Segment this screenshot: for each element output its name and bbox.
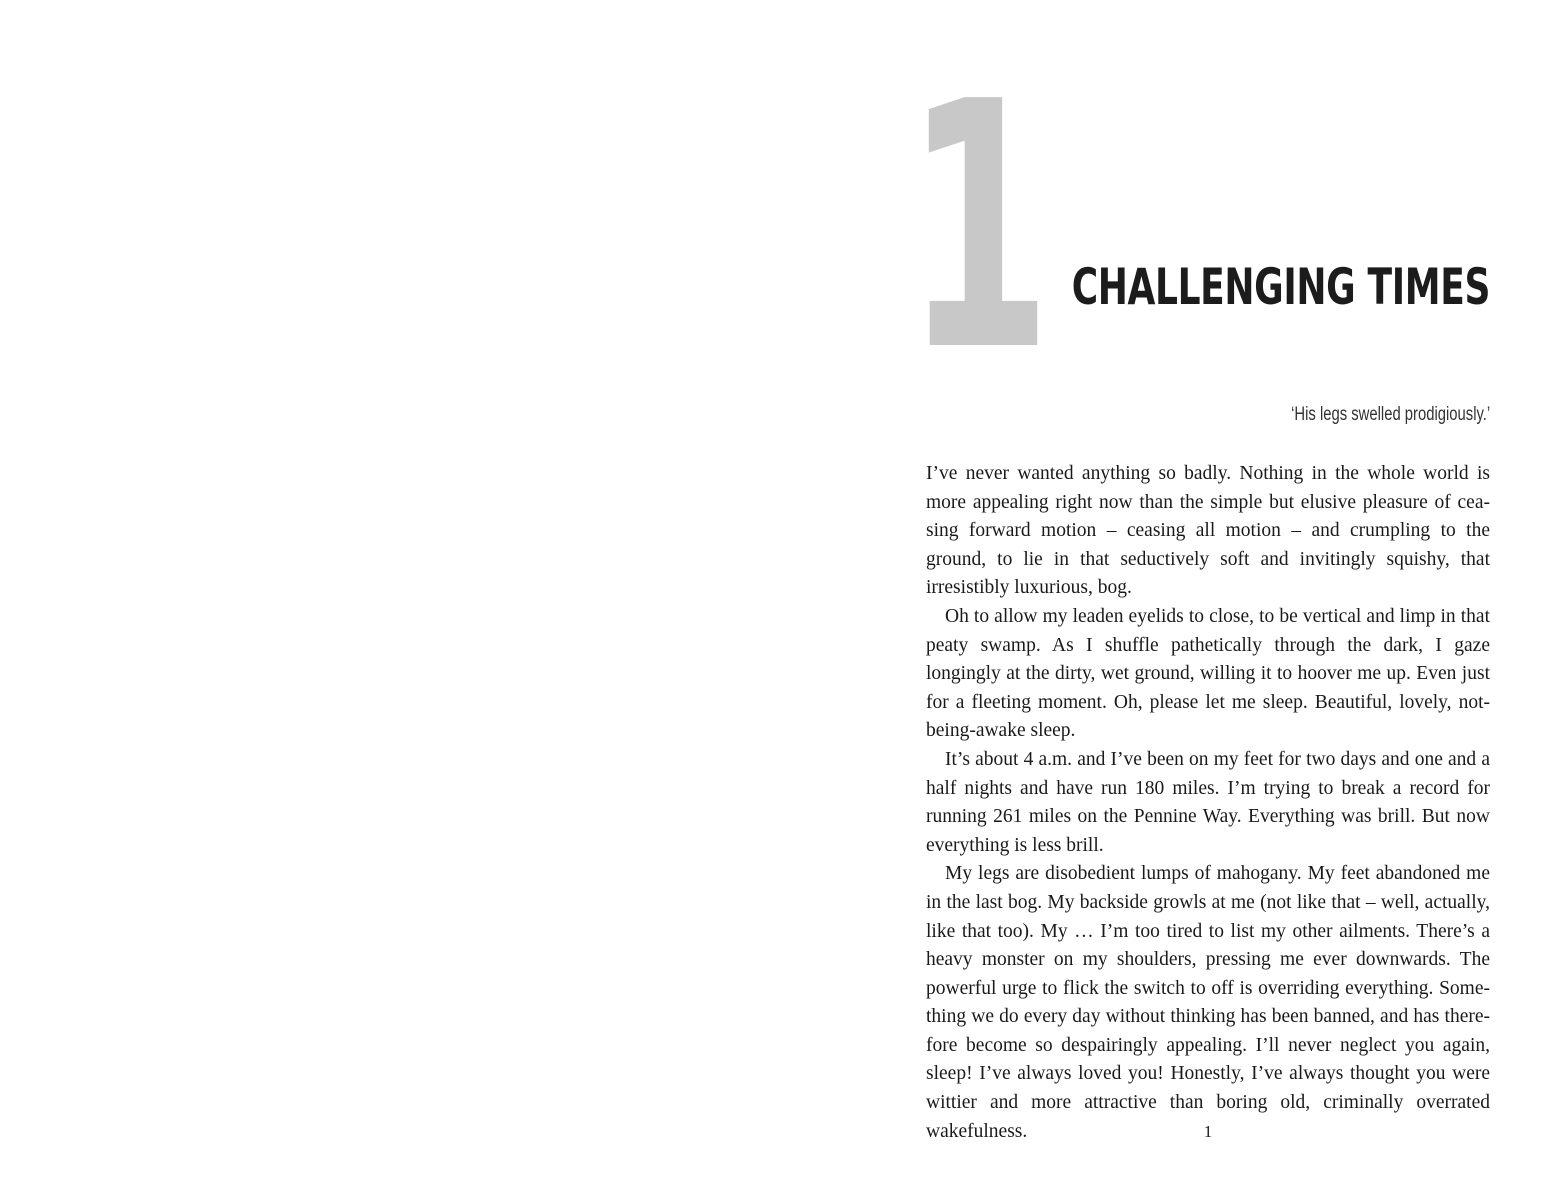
chapter-number: 1 xyxy=(905,30,1050,426)
body-paragraph: I’ve never wanted anything so badly. Nothing in the whole world is more appealing right now than the simple but elusive pleasure of ceasing forward motion – ceasing all motion – and crumpling to the ground, to lie in that seductively soft and invitingly squishy, that irresistibly luxurious, bog. xyxy=(926,463,1490,599)
chapter-body xyxy=(926,460,1490,1146)
body-paragraph: My legs are disobedient lumps of mahogany. My feet abandoned me in the last bog. My backside growls at me (not like that – well, actually, like that too). My … I’m too tired to list my other ailments. There’s a heavy monster on my shoulders, pressing me ever downwards. The powerful urge to flick the switch to off is overriding everything. Something we do every day without thinking has been banned, and has therefore become so despairingly appealing. I’ll never neglect you again, sleep! I’ve always loved you! Honestly, I’ve always thought you were wittier and more attractive than boring old, criminally overrated wakefulness. xyxy=(926,863,1490,1142)
chapter-title: CHALLENGING TIMES xyxy=(1071,258,1490,316)
chapter-epigraph: ‘His legs swelled prodigiously.’ xyxy=(1290,404,1490,425)
body-paragraph: It’s about 4 a.m. and I’ve been on my feet for two days and one and a half nights and have run 180 miles. I’m trying to break a record for running 261 miles on the Pennine Way. Everything was brill. But now everything is less brill. xyxy=(926,748,1490,856)
body-paragraph: Oh to allow my leaden eyelids to close, to be vertical and limp in that peaty swamp. As I shuffle pathetically through the dark, I gaze longingly at the dirty, wet ground, willing it to hoover me up. Even just for a fleeting moment. Oh, please let me sleep. Beautiful, lovely, not-being-awake sleep. xyxy=(926,605,1490,742)
page-number: 1 xyxy=(1203,1122,1213,1141)
